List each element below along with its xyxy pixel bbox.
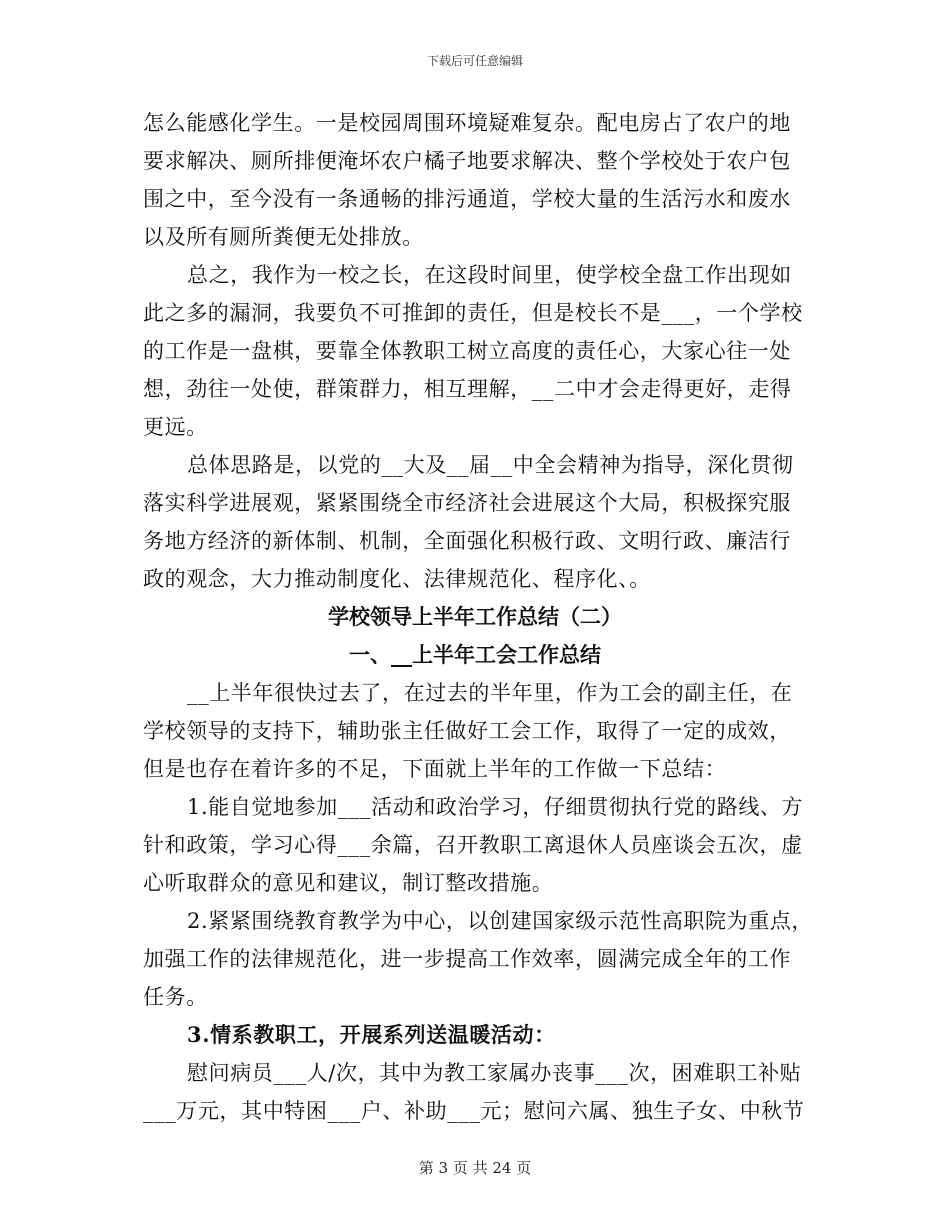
paragraph-line: 怎么能感化学生。一是校园周围环境疑难复杂。配电房占了农户的地: [143, 111, 791, 135]
section-title: 学校领导上半年工作总结（二）: [328, 604, 622, 629]
paragraph-line: 的工作是一盘棋，要靠全体教职工树立高度的责任心，大家心往一处: [143, 339, 791, 363]
document-body: [143, 104, 814, 1130]
paragraph-line: 学校领导的支持下，辅助张主任做好工会工作，取得了一定的成效，: [143, 719, 791, 743]
paragraph-line: 政的观念，大力推动制度化、法律规范化、程序化、。: [143, 567, 651, 591]
list-item-line: 加强工作的法律规范化，进一步提高工作效率，圆满完成全年的工作: [143, 947, 791, 971]
paragraph-line: 此之多的漏洞，我要负不可推卸的责任，但是校长不是___，一个学校: [143, 301, 803, 325]
list-item-line: 任务。: [143, 985, 208, 1009]
paragraph-line: 以及所有厕所粪便无处排放。: [143, 225, 424, 249]
paragraph-line: 总体思路是，以党的__大及__届__中全会精神为指导，深化贯彻: [187, 453, 794, 477]
paragraph-line: 要求解决、厕所排便淹坏农户橘子地要求解决、整个学校处于农户包: [143, 149, 791, 173]
paragraph-line: 想，劲往一处使，群策群力，相互理解，__二中才会走得更好，走得: [143, 377, 792, 401]
paragraph-line: ___万元，其中特困___户、补助___元；慰问六属、独生子女、中秋节: [143, 1099, 805, 1123]
list-item-line: 1.能自觉地参加___活动和政治学习，仔细贯彻执行党的路线、方: [187, 795, 804, 819]
paragraph-line: 围之中，至今没有一条通畅的排污通道，学校大量的生活污水和废水: [143, 187, 791, 211]
paragraph-line: 总之，我作为一校之长，在这段时间里，使学校全盘工作出现如: [187, 263, 792, 287]
page-header: 下载后可任意编辑: [426, 54, 523, 68]
paragraph-line: 但是也存在着许多的不足，下面就上半年的工作做一下总结：: [143, 757, 727, 781]
paragraph-line: 慰问病员___人/次，其中为教工家属办丧事___次，困难职工补贴: [187, 1061, 802, 1085]
list-item-line: 针和政策，学习心得___余篇，召开教职工离退休人员座谈会五次，虚: [143, 833, 803, 857]
paragraph-line: __上半年很快过去了，在过去的半年里，作为工会的副主任，在: [187, 681, 793, 705]
paragraph-line: 务地方经济的新体制、机制，全面强化积极行政、文明行政、廉洁行: [143, 529, 791, 553]
list-item-line: 2.紧紧围绕教育教学为中心，以创建国家级示范性高职院为重点，: [187, 909, 814, 933]
paragraph-line: 更远。: [143, 415, 208, 439]
list-item-heading: 3.情系教职工，开展系列送温暖活动：: [187, 1022, 556, 1047]
section-subtitle: 一、__上半年工会工作总结: [349, 642, 601, 667]
page-footer: 第 3 页 共 24 页: [418, 1159, 532, 1177]
paragraph-line: 落实科学进展观，紧紧围绕全市经济社会进展这个大局，积极探究服: [143, 491, 791, 515]
list-item-line: 心听取群众的意见和建议，制订整改措施。: [143, 871, 554, 895]
